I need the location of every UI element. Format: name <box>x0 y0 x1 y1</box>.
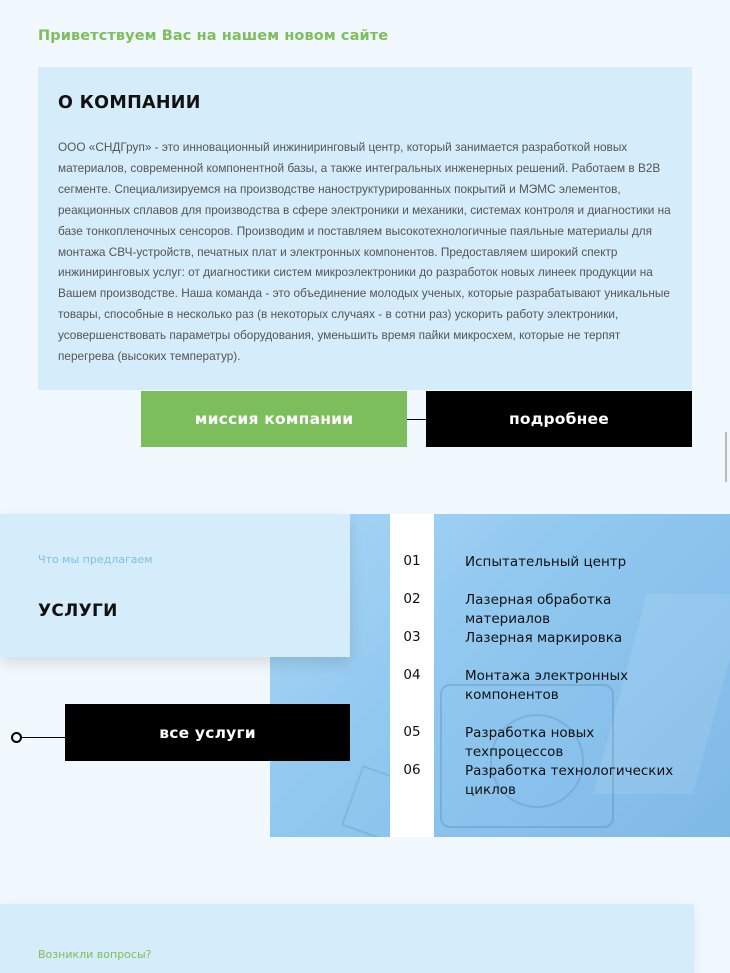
service-label[interactable]: Лазерная обработка материалов <box>465 592 612 627</box>
mission-button[interactable]: миссия компании <box>141 391 407 447</box>
services-header-card <box>0 514 350 657</box>
service-number: 04 <box>403 667 421 683</box>
all-services-line <box>20 737 65 738</box>
services-pretitle: Что мы предлагаем <box>38 553 153 566</box>
more-button[interactable]: подробнее <box>426 391 692 447</box>
questions-heading: Возникли вопросы? <box>38 948 152 961</box>
service-label[interactable]: Монтажа электронных компонентов <box>465 668 629 703</box>
service-label[interactable]: Разработка новых техпроцессов <box>465 725 595 760</box>
service-number: 02 <box>403 591 421 607</box>
about-text: ООО «СНДГруп» - это инновационный инжиниринговый центр, который занимается разработкой новых материалов, современной компонентной базы, а также интегральных инженерных решений. Работаем в B2B сегменте. Специализируемся на производстве наноструктурированных покрытий и МЭМС элементов, реакционных сплавов для производства в сфере электроники и механики, системах контроля и диагностики на базе тонкопленочных сенсоров. Производим и поставляем высокотехнологичные паяльные материалы для монтажа СВЧ-устройств, печатных плат и электронных компонентов. Предоставляем широкий спектр инжиниринговых услуг: от диагностики систем микроэлектроники до разработок новых линеек продукции на Вашем производстве. Наша команда - это объединение молодых ученых, которые разрабатывают уникальные товары, способные в несколько раз (в некоторых случаях - в сотни раз) ускорить работу электроники, усовершенствовать параметры оборудования, уменьшить время пайки микросхем, которые не терпят перегрева (высоких температур). <box>58 140 671 364</box>
about-section <box>38 67 692 390</box>
service-label[interactable]: Испытательный центр <box>465 554 627 570</box>
scrollbar-thumb[interactable] <box>725 432 727 482</box>
service-number: 06 <box>403 762 421 778</box>
service-label[interactable]: Разработка технологических циклов <box>465 763 674 798</box>
service-number: 05 <box>403 724 421 740</box>
service-label[interactable]: Лазерная маркировка <box>465 630 623 646</box>
welcome-heading: Приветствуем Вас на нашем новом сайте <box>38 28 389 44</box>
service-number: 01 <box>403 553 421 569</box>
all-services-button[interactable]: все услуги <box>65 704 350 761</box>
questions-section <box>0 904 694 973</box>
service-number: 03 <box>403 629 421 645</box>
services-title: УСЛУГИ <box>38 601 118 621</box>
button-connector-line <box>407 419 426 420</box>
about-title: О КОМПАНИИ <box>58 93 201 113</box>
all-services-dot <box>11 732 22 743</box>
